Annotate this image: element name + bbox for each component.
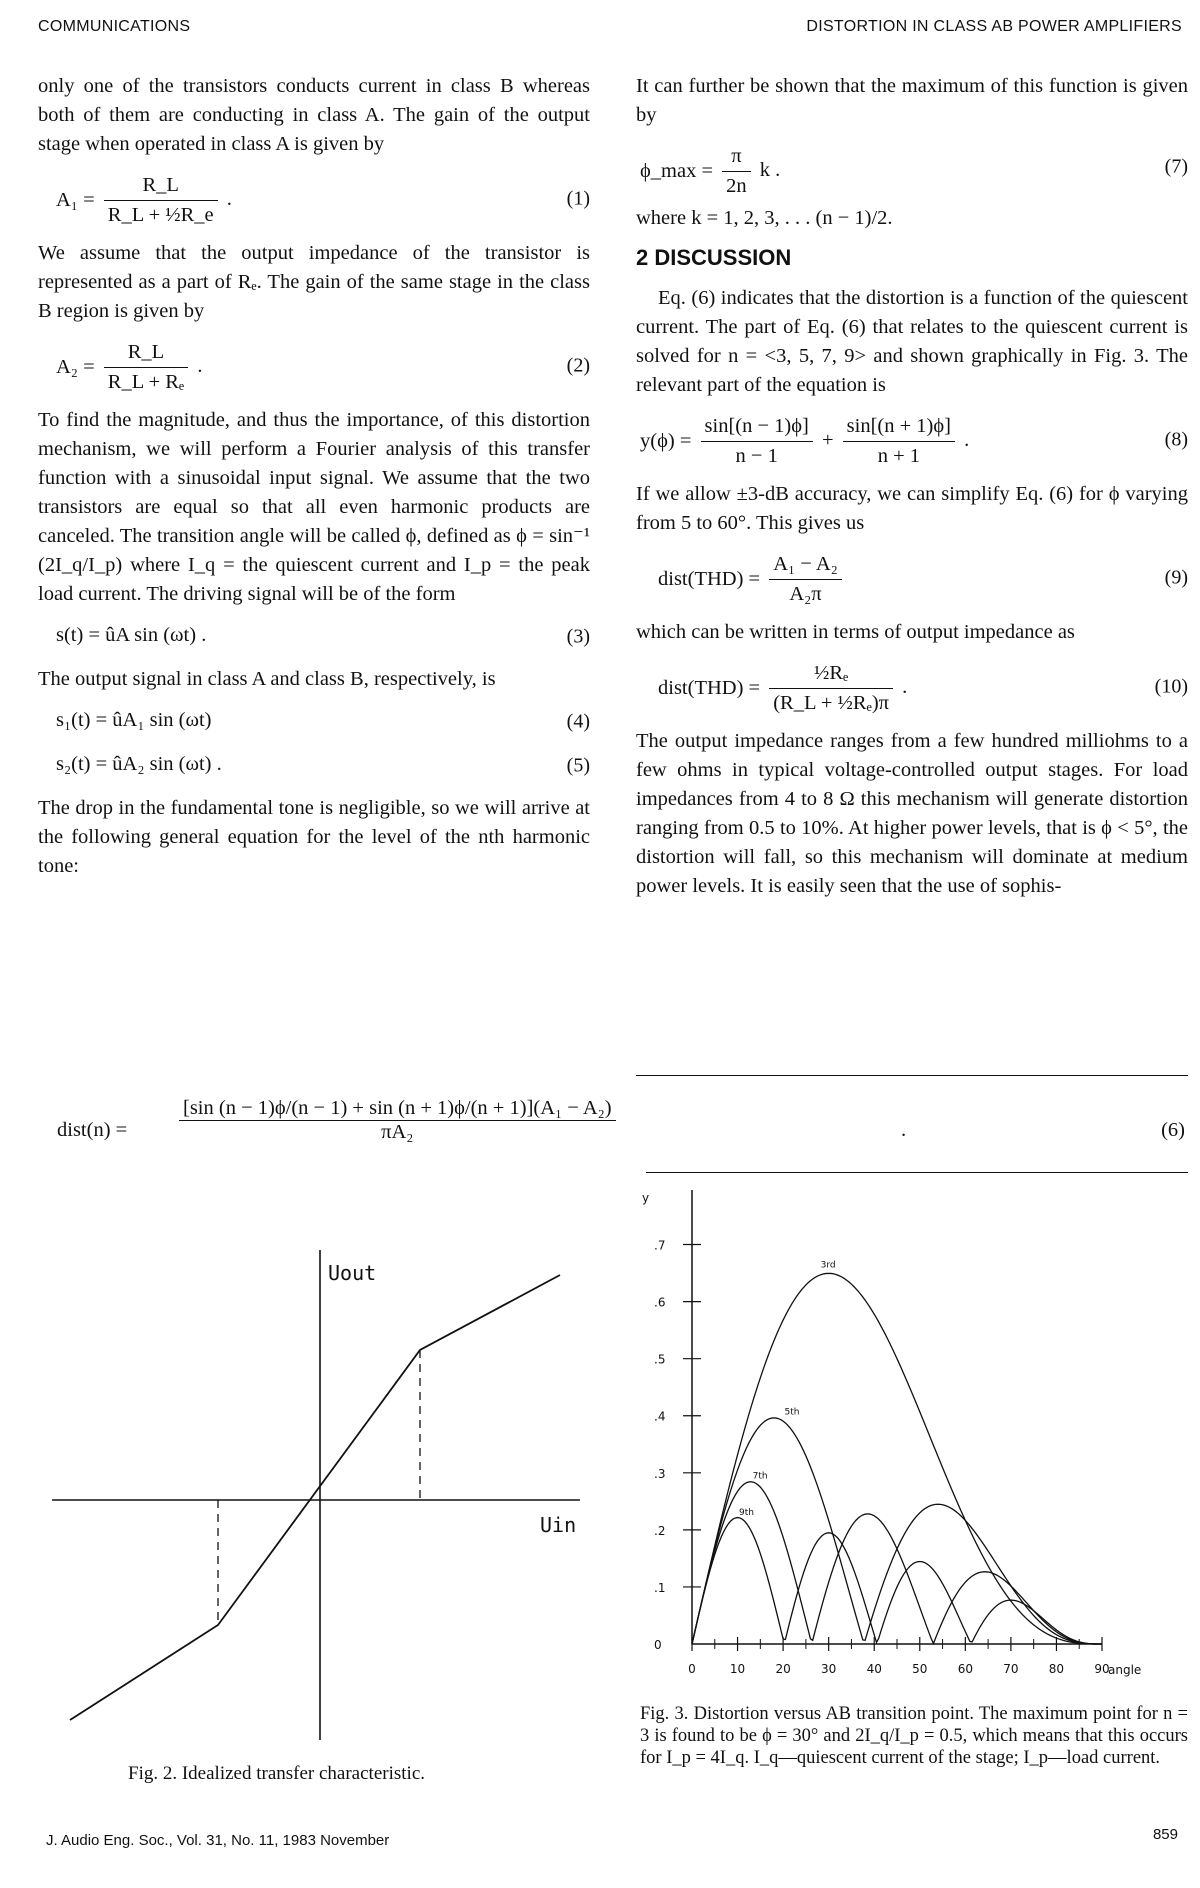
numerator: sin[(n + 1)ϕ] [843, 412, 955, 442]
equation-tail: . [901, 1119, 907, 1141]
fraction [701, 412, 813, 471]
x-tick-label: 50 [912, 1662, 928, 1676]
x-tick-label: 70 [1003, 1662, 1019, 1676]
equation-lhs: ϕ_max = [640, 160, 714, 182]
numerator: ½Rₑ [769, 659, 893, 689]
equation-tail: . [964, 429, 970, 452]
running-header-right: DISTORTION IN CLASS AB POWER AMPLIFIERS [806, 18, 1182, 35]
equation-tail: . [226, 188, 232, 211]
transfer-curve [70, 1275, 560, 1720]
fraction [179, 1097, 616, 1144]
y-tick-label-zero: 0 [654, 1638, 662, 1652]
column-end-rule [636, 1075, 1188, 1076]
equation-text: s₁(t) = ûA₁ sin (ωt) [56, 709, 212, 731]
equation-number: (7) [1164, 155, 1188, 178]
y-tick-label: .6 [654, 1295, 666, 1310]
equation-number: (2) [566, 354, 590, 377]
figure-2-caption: Fig. 2. Idealized transfer characteristic. [128, 1763, 425, 1784]
fraction [722, 142, 751, 201]
paragraph: The drop in the fundamental tone is negligible, so we will arrive at the following general equation for the level of the nth harmonic tone: [38, 797, 590, 877]
paragraph: The output signal in class A and class B, respectively, is [38, 668, 496, 690]
uout-label: Uout [328, 1261, 377, 1285]
equation-number: (3) [566, 625, 590, 648]
x-tick-label: 40 [866, 1662, 882, 1676]
equation-1 [38, 171, 590, 227]
running-header-left: COMMUNICATIONS [38, 18, 191, 35]
equation-number: (4) [566, 710, 590, 733]
equation-tail: . [902, 676, 908, 699]
equation-lhs: A₂ = [56, 356, 95, 378]
equation-7 [636, 142, 1188, 197]
equation-number: (9) [1164, 566, 1188, 589]
fraction [104, 171, 218, 230]
fraction [769, 550, 842, 609]
equation-number: (5) [566, 754, 590, 777]
x-tick-label: 80 [1048, 1662, 1065, 1676]
y-axis-label: y [642, 1191, 650, 1205]
page-number: 859 [1152, 1826, 1178, 1843]
series-label-5th: 5th [784, 1407, 800, 1418]
section-heading: 2 DISCUSSION [636, 245, 792, 270]
x-tick-label: 10 [729, 1662, 746, 1676]
denominator: n − 1 [735, 445, 778, 467]
numerator: [sin (n − 1)ϕ/(n − 1) + sin (n + 1)ϕ/(n + 1)](A₁ − A₂) [179, 1097, 616, 1121]
right-column [636, 72, 1188, 901]
series-label-9th: 9th [739, 1508, 754, 1519]
equation-text: s₂(t) = ûA₂ sin (ωt) . [56, 753, 222, 775]
footer-citation: J. Audio Eng. Soc., Vol. 31, No. 11, 1983 November [46, 1832, 390, 1849]
numerator: π [722, 142, 751, 172]
equation-10 [636, 659, 1188, 715]
series-line-7th [692, 1482, 1102, 1644]
equation-lhs: y(ϕ) = [640, 430, 692, 452]
figure-3-chart [636, 1180, 1196, 1690]
x-tick-label: 90 [1094, 1662, 1110, 1676]
x-tick-label: 20 [775, 1662, 791, 1676]
x-axis-label: angle [1108, 1663, 1142, 1677]
equation-tail: . [197, 355, 203, 378]
paragraph: If we allow ±3-dB accuracy, we can simplify Eq. (6) for ϕ varying from 5 to 60°. This gives us [636, 483, 1188, 534]
figure-2-transfer-characteristic [40, 1220, 580, 1740]
paragraph: To find the magnitude, and thus the importance, of this distortion mechanism, we will perform a Fourier analysis of this transfer function with a sinusoidal input signal. We assume that the two transistors are equal so that all even harmonic products are canceled. The transition angle will be called ϕ, defined as ϕ = sin⁻¹ (2I_q/I_p) where I_q = the quiescent current and I_p = the peak load current. The driving signal will be of the form [38, 409, 590, 605]
equation-number: (1) [566, 187, 590, 210]
equation-4 [38, 706, 590, 738]
paragraph: only one of the transistors conducts current in class B whereas both of them are conducting in class A. The gain of the output stage when operated in class A is given by [38, 75, 590, 155]
denominator: 2n [726, 175, 747, 197]
fraction [843, 412, 955, 471]
equation-lhs: A₁ = [56, 189, 95, 211]
series-line-9th [692, 1518, 1102, 1644]
denominator: n + 1 [877, 445, 920, 467]
uin-label: Uin [540, 1513, 577, 1537]
equation-number: (10) [1154, 675, 1188, 698]
fraction [769, 659, 893, 718]
numerator: A₁ − A₂ [769, 550, 842, 580]
y-tick-label: .2 [654, 1523, 666, 1538]
y-tick-label: .5 [654, 1352, 666, 1367]
figure-3-caption: Fig. 3. Distortion versus AB transition point. The maximum point for n = 3 is found to be ϕ = 30° and 2I_q/I_p = 0.5, which means that this occurs for I_p = 4I_q. I_q—quiescent current of the stage; I_p—load current. [640, 1704, 1188, 1768]
y-tick-label: .7 [654, 1238, 666, 1253]
fraction [104, 338, 188, 397]
denominator: R_L + Rₑ [107, 371, 185, 393]
equation-8 [636, 412, 1188, 468]
paragraph: We assume that the output impedance of the transistor is represented as a part of Rₑ. The gain of the same stage in the class B region is given by [38, 242, 590, 322]
paragraph: It can further be shown that the maximum of this function is given by [636, 75, 1188, 126]
paragraph: The output impedance ranges from a few hundred milliohms to a few ohms in typical voltage-controlled output stages. For load impedances from 4 to 8 Ω this mechanism will generate distortion ranging from 0.5 to 10%. At higher power levels, that is ϕ < 5°, the distortion will fall, so this mechanism will dominate at medium power levels. It is easily seen that the use of sophis- [636, 730, 1188, 897]
x-tick-label: 30 [821, 1662, 837, 1676]
equation-5 [38, 750, 590, 782]
chart-marks [654, 1239, 1110, 1676]
x-tick-label: 60 [957, 1662, 973, 1676]
left-column [38, 72, 590, 881]
paragraph: which can be written in terms of output impedance as [636, 621, 1075, 643]
numerator: R_L [104, 171, 218, 201]
x-tick-label: 0 [688, 1662, 696, 1676]
denominator: A₂π [789, 583, 822, 605]
y-tick-label: .3 [654, 1466, 666, 1481]
equation-operator: + [821, 429, 834, 452]
equation-9 [636, 550, 1188, 606]
denominator: (R_L + ½Rₑ)π [773, 692, 890, 714]
figure-separator-rule [646, 1172, 1188, 1173]
paragraph: where k = 1, 2, 3, . . . (n − 1)/2. [636, 207, 893, 229]
equation-6 [55, 1097, 1185, 1161]
series-line-5th [692, 1418, 1102, 1644]
equation-text: s(t) = ûA sin (ωt) . [56, 624, 207, 646]
equation-2 [38, 338, 590, 394]
y-tick-label: .4 [654, 1409, 666, 1424]
y-tick-label: .1 [654, 1580, 666, 1595]
equation-3 [38, 621, 590, 653]
paragraph: Eq. (6) indicates that the distortion is a function of the quiescent current. The part of Eq. (6) that relates to the quiescent current is solved for n = <3, 5, 7, 9> and shown graphically in Fig. 3. The relevant part of the equation is [636, 287, 1188, 396]
equation-tail: k . [759, 159, 781, 182]
denominator: R_L + ½R_e [107, 204, 214, 226]
denominator: πA₂ [381, 1121, 414, 1143]
equation-lhs: dist(THD) = [658, 677, 761, 699]
equation-lhs: dist(n) = [57, 1119, 128, 1141]
numerator: sin[(n − 1)ϕ] [701, 412, 813, 442]
series-label-3rd: 3rd [820, 1260, 836, 1271]
equation-lhs: dist(THD) = [658, 568, 761, 590]
series-label-7th: 7th [752, 1471, 768, 1482]
equation-number: (8) [1164, 428, 1188, 451]
equation-number: (6) [1161, 1119, 1185, 1141]
numerator: R_L [104, 338, 188, 368]
